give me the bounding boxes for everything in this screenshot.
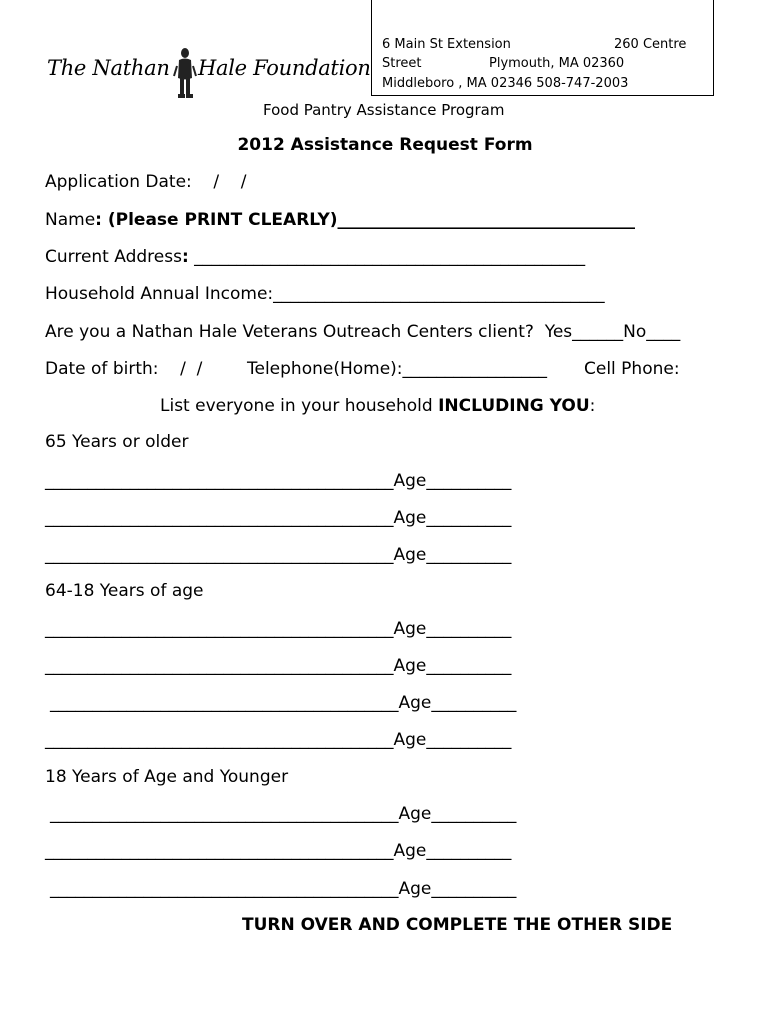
address-line: ______________________________________________ [188, 247, 586, 267]
household-suffix: : [589, 396, 596, 416]
form-title: 2012 Assistance Request Form [237, 135, 533, 155]
age-row: _________________________________________Age__________ [45, 656, 512, 676]
address-line-1-left: 6 Main St Extension [382, 37, 511, 52]
logo-text-right: Hale Foundation [198, 56, 371, 80]
age-row: _________________________________________Age__________ [50, 804, 517, 824]
turn-over-notice: TURN OVER AND COMPLETE THE OTHER SIDE [242, 915, 673, 935]
cell-phone-field: Cell Phone: [584, 359, 680, 379]
logo-text-left: The Nathan [47, 56, 170, 80]
address-colon: : [181, 247, 189, 267]
age-row: _________________________________________Age__________ [45, 841, 512, 861]
name-label: Name [45, 210, 96, 230]
household-bold: INCLUDING YOU [438, 396, 590, 416]
age-row: _________________________________________Age__________ [45, 508, 512, 528]
address-label: Current Address [45, 247, 182, 267]
veteran-question: Are you a Nathan Hale Veterans Outreach Centers client? Yes______No____ [45, 322, 681, 342]
address-line-2-right: Plymouth, MA 02360 [489, 56, 625, 71]
age-row: _________________________________________Age__________ [45, 471, 512, 491]
logo-figure-icon [173, 46, 197, 100]
telephone-field: Telephone(Home):_________________ [247, 359, 548, 379]
section-18-heading: 18 Years of Age and Younger [45, 767, 289, 787]
income-field: Household Annual Income:_______________________________________ [45, 284, 605, 304]
household-prefix: List everyone in your household [160, 396, 439, 416]
name-instruction: : (Please PRINT CLEARLY)___________________________________ [95, 210, 636, 230]
age-row: _________________________________________Age__________ [45, 730, 512, 750]
address-field [45, 247, 585, 267]
address-line-1-right: 260 Centre [614, 37, 687, 52]
household-instruction [160, 396, 595, 416]
section-65-heading: 65 Years or older [45, 432, 189, 452]
program-name: Food Pantry Assistance Program [263, 101, 505, 119]
address-line-3: Middleboro , MA 02346 508-747-2003 [382, 76, 629, 91]
age-row: _________________________________________Age__________ [45, 619, 512, 639]
name-field [45, 210, 635, 230]
dob-field: Date of birth: / / [45, 359, 203, 379]
address-line-2-left: Street [382, 56, 422, 71]
section-64-18-heading: 64-18 Years of age [45, 581, 204, 601]
age-row: _________________________________________Age__________ [50, 693, 517, 713]
application-date-field: Application Date: / / [45, 172, 247, 192]
age-row: _________________________________________Age__________ [50, 879, 517, 899]
age-row: _________________________________________Age__________ [45, 545, 512, 565]
